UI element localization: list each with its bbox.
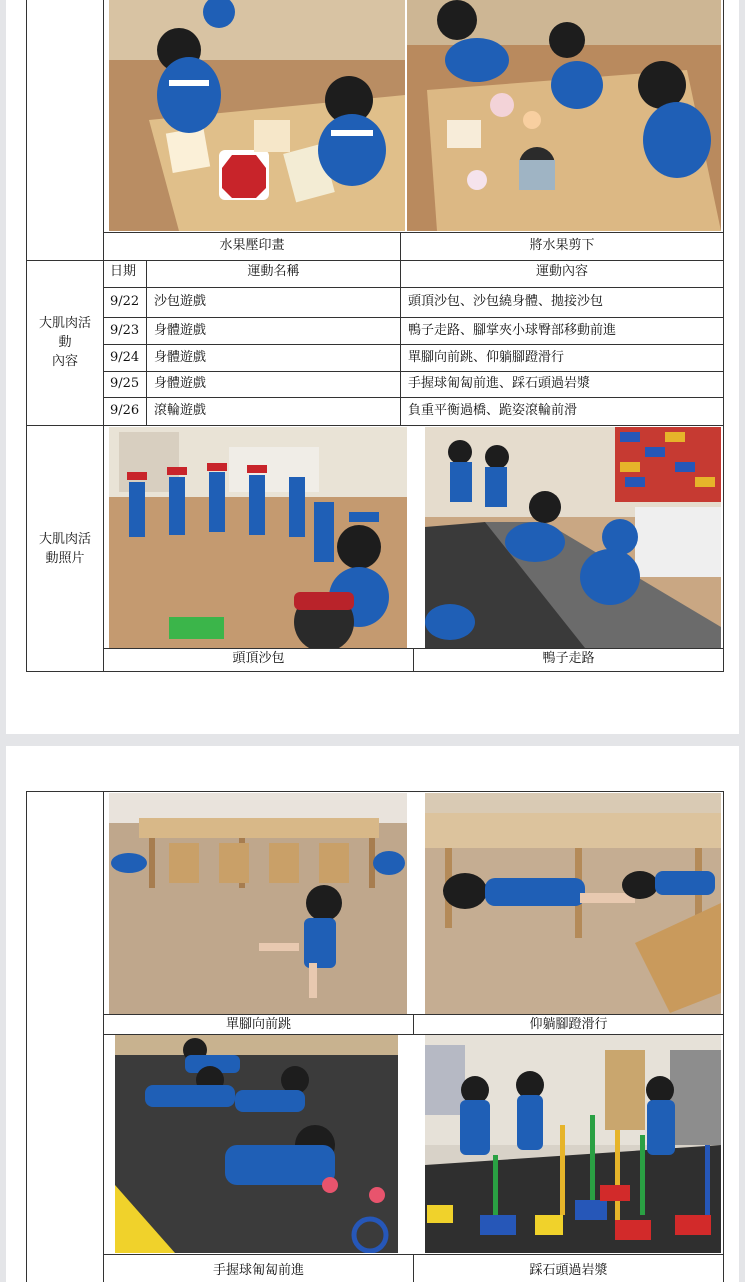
caption-crawl-holding-ball: 手握球匍匐前進 [212, 1263, 304, 1278]
caption-top-line [103, 232, 724, 233]
row-date: 9/23 [110, 323, 140, 338]
photo-sandbag-on-head [109, 427, 407, 648]
photo-cutting-fruit [407, 0, 721, 231]
row-name: 滾輪遊戲 [154, 403, 207, 418]
row-content: 頭頂沙包、沙包繞身體、拋接沙包 [408, 294, 604, 309]
table-right-border [723, 0, 724, 672]
row-content: 負重平衡過橋、跪姿滾輪前滑 [408, 403, 578, 418]
table-top-border [26, 791, 724, 792]
row-content: 手握球匍匐前進、踩石頭過岩漿 [408, 376, 591, 391]
date-column-divider [146, 260, 147, 425]
label-line: 動 [58, 335, 72, 350]
caption-supine-push-slide: 仰躺腳蹬滑行 [529, 1017, 608, 1032]
document-page-1 [6, 0, 739, 734]
header-date: 日期 [110, 264, 137, 279]
document-page-2 [6, 746, 739, 1282]
row-content: 單腳向前跳、仰躺腳蹬滑行 [408, 350, 565, 365]
row-name: 沙包遊戲 [154, 294, 207, 309]
row-date: 9/22 [110, 294, 140, 309]
row-date: 9/26 [110, 403, 140, 418]
photo-step-stones [425, 1035, 721, 1253]
header-activity-content: 運動內容 [535, 264, 588, 279]
label-column-divider [103, 791, 104, 1282]
activity-section-label [27, 314, 103, 371]
row-date: 9/24 [110, 350, 140, 365]
section-line-2 [26, 425, 724, 426]
row-line [103, 344, 724, 345]
photo-crawl-holding-ball [115, 1035, 398, 1253]
name-column-divider [400, 260, 401, 425]
caption-duck-walk: 鴨子走路 [542, 651, 595, 666]
row-name: 身體遊戲 [154, 323, 207, 338]
label-line: 大肌肉活 [38, 532, 91, 547]
row-name: 身體遊戲 [154, 350, 207, 365]
section-line-1 [26, 260, 724, 261]
photo-fruit-stamp-painting [109, 0, 405, 231]
caption-hop-forward: 單腳向前跳 [225, 1017, 291, 1032]
label-line: 動照片 [45, 551, 85, 566]
row-content: 鴨子走路、腳掌夾小球臀部移動前進 [408, 323, 617, 338]
label-column-divider [103, 0, 104, 672]
row-line [103, 397, 724, 398]
row-name: 身體遊戲 [154, 376, 207, 391]
header-activity-name: 運動名稱 [247, 264, 300, 279]
photo-section-label [27, 530, 103, 568]
caption-cut-fruit: 將水果剪下 [529, 238, 595, 253]
caption-fruit-stamp: 水果壓印畫 [219, 238, 285, 253]
table-left-border [26, 791, 27, 1282]
photo-duck-walk [425, 427, 721, 648]
row-line [103, 287, 724, 288]
table-right-border [723, 791, 724, 1282]
table-bottom-border [26, 671, 724, 672]
row-line [103, 317, 724, 318]
caption-sandbag-on-head: 頭頂沙包 [232, 651, 285, 666]
caption-step-stones: 踩石頭過岩漿 [529, 1263, 608, 1278]
label-line: 內容 [51, 354, 78, 369]
photo-hop-forward [109, 793, 407, 1014]
row-date: 9/25 [110, 376, 140, 391]
photo-supine-push-slide [425, 793, 721, 1014]
label-line: 大肌肉活 [38, 316, 91, 331]
row-line [103, 371, 724, 372]
